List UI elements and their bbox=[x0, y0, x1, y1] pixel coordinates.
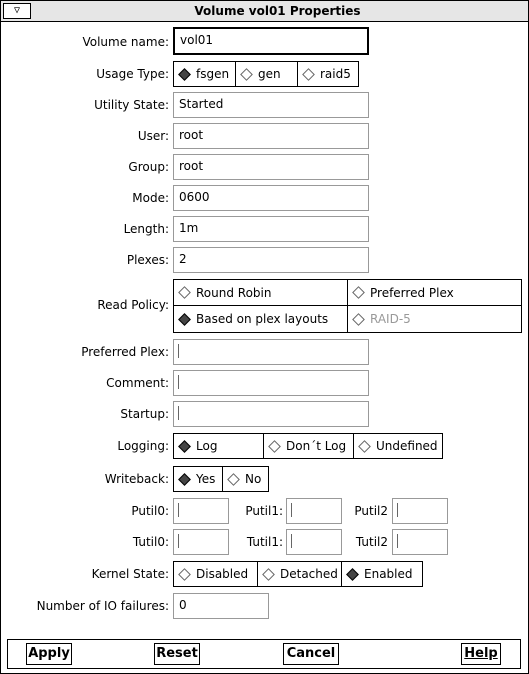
comment-input[interactable] bbox=[173, 370, 369, 396]
usage-type-raid5[interactable]: raid5 bbox=[298, 62, 358, 86]
putil1-label: Putil1: bbox=[245, 504, 283, 518]
radio-selected-icon bbox=[178, 68, 191, 81]
radio-icon bbox=[240, 68, 253, 81]
comment-label: Comment: bbox=[106, 376, 169, 390]
radio-icon bbox=[178, 286, 191, 299]
radio-icon bbox=[352, 313, 365, 326]
text-cursor-icon bbox=[178, 503, 179, 517]
window-menu-button[interactable] bbox=[3, 3, 31, 19]
tutil2-input[interactable] bbox=[392, 529, 448, 555]
io-failures-value-box bbox=[173, 593, 269, 619]
text-cursor-icon bbox=[178, 344, 179, 358]
mode-label: Mode: bbox=[132, 191, 169, 205]
writeback-group bbox=[173, 466, 269, 492]
read-policy-based-on-plex-layouts[interactable]: Based on plex layouts bbox=[174, 306, 348, 332]
kernel-state-group bbox=[173, 561, 423, 587]
apply-button[interactable]: Apply bbox=[26, 643, 72, 665]
writeback-no[interactable]: No bbox=[223, 467, 268, 491]
window-title: Volume vol01 Properties bbox=[194, 4, 361, 18]
tutil1-label: Tutil1: bbox=[246, 535, 283, 549]
logging-label: Logging: bbox=[117, 439, 169, 453]
kernel-state-enabled[interactable]: Enabled bbox=[342, 562, 422, 586]
usage-type-gen[interactable]: gen bbox=[236, 62, 298, 86]
group-value: root bbox=[179, 159, 204, 173]
radio-selected-icon bbox=[178, 313, 191, 326]
radio-icon bbox=[262, 568, 275, 581]
read-policy-preferred-plex[interactable]: Preferred Plex bbox=[348, 280, 522, 306]
radio-icon bbox=[178, 568, 191, 581]
volume-name-input[interactable] bbox=[173, 27, 369, 55]
length-input[interactable] bbox=[173, 216, 369, 242]
kernel-state-detached[interactable]: Detached bbox=[258, 562, 342, 586]
utility-state-value: Started bbox=[179, 97, 224, 111]
plexes-label: Plexes: bbox=[126, 253, 169, 267]
preferred-plex-input[interactable] bbox=[173, 339, 369, 365]
read-policy-raid5: RAID-5 bbox=[348, 306, 522, 332]
radio-icon bbox=[302, 68, 315, 81]
text-cursor-icon bbox=[397, 503, 398, 517]
text-cursor-icon bbox=[291, 534, 292, 548]
read-policy-label: Read Policy: bbox=[97, 298, 169, 312]
length-value: 1m bbox=[179, 221, 199, 235]
volume-name-label: Volume name: bbox=[82, 35, 169, 49]
help-button[interactable] bbox=[461, 643, 501, 665]
user-label: User: bbox=[137, 129, 169, 143]
io-failures-label: Number of IO failures: bbox=[36, 599, 169, 613]
text-cursor-icon bbox=[178, 534, 179, 548]
writeback-label: Writeback: bbox=[104, 472, 169, 486]
help-button-label: Help bbox=[464, 646, 498, 661]
button-bar bbox=[7, 639, 521, 669]
plexes-value: 2 bbox=[179, 252, 187, 266]
tutil1-input[interactable] bbox=[286, 529, 342, 555]
kernel-state-label: Kernel State: bbox=[91, 567, 169, 581]
preferred-plex-label: Preferred Plex: bbox=[81, 345, 169, 359]
mode-value: 0600 bbox=[179, 190, 210, 204]
down-arrow-icon: ▽ bbox=[13, 5, 21, 16]
usage-type-fsgen[interactable]: fsgen bbox=[174, 62, 236, 86]
logging-log[interactable]: Log bbox=[174, 434, 264, 458]
logging-group bbox=[173, 433, 443, 459]
putil0-input[interactable] bbox=[173, 498, 229, 524]
tutil0-label: Tutil0: bbox=[132, 535, 169, 549]
user-value: root bbox=[179, 128, 204, 142]
group-input[interactable] bbox=[173, 154, 369, 180]
read-policy-round-robin[interactable]: Round Robin bbox=[174, 280, 348, 306]
radio-icon bbox=[268, 440, 281, 453]
putil0-label: Putil0: bbox=[131, 504, 169, 518]
radio-selected-icon bbox=[346, 568, 359, 581]
group-label: Group: bbox=[128, 160, 169, 174]
radio-selected-icon bbox=[178, 473, 191, 486]
utility-state-label: Utility State: bbox=[94, 98, 169, 112]
kernel-state-disabled[interactable]: Disabled bbox=[174, 562, 258, 586]
text-cursor-icon bbox=[178, 406, 179, 420]
radio-icon bbox=[358, 440, 371, 453]
mode-input[interactable] bbox=[173, 185, 369, 211]
radio-icon bbox=[227, 473, 240, 486]
io-failures-value: 0 bbox=[179, 598, 187, 612]
length-label: Length: bbox=[123, 222, 169, 236]
usage-type-group bbox=[173, 61, 359, 87]
utility-state-value-box bbox=[173, 92, 369, 118]
user-input[interactable] bbox=[173, 123, 369, 149]
title-bar[interactable] bbox=[1, 1, 528, 22]
putil1-input[interactable] bbox=[286, 498, 342, 524]
read-policy-group bbox=[173, 279, 522, 333]
logging-undefined[interactable]: Undefined bbox=[354, 434, 442, 458]
startup-input[interactable] bbox=[173, 401, 369, 427]
text-cursor-icon bbox=[178, 375, 179, 389]
tutil2-label: Tutil2 bbox=[355, 535, 388, 549]
reset-button[interactable]: Reset bbox=[154, 643, 200, 665]
logging-dont-log[interactable]: Don´t Log bbox=[264, 434, 354, 458]
text-cursor-icon bbox=[397, 534, 398, 548]
radio-selected-icon bbox=[178, 440, 191, 453]
plexes-value-box bbox=[173, 247, 369, 273]
usage-type-label: Usage Type: bbox=[96, 67, 169, 81]
text-cursor-icon bbox=[291, 503, 292, 517]
putil2-input[interactable] bbox=[392, 498, 448, 524]
tutil0-input[interactable] bbox=[173, 529, 229, 555]
cancel-button[interactable]: Cancel bbox=[283, 643, 339, 665]
writeback-yes[interactable]: Yes bbox=[174, 467, 223, 491]
putil2-label: Putil2 bbox=[354, 504, 388, 518]
startup-label: Startup: bbox=[120, 407, 169, 421]
volume-name-value: vol01 bbox=[180, 33, 214, 47]
radio-icon bbox=[352, 286, 365, 299]
